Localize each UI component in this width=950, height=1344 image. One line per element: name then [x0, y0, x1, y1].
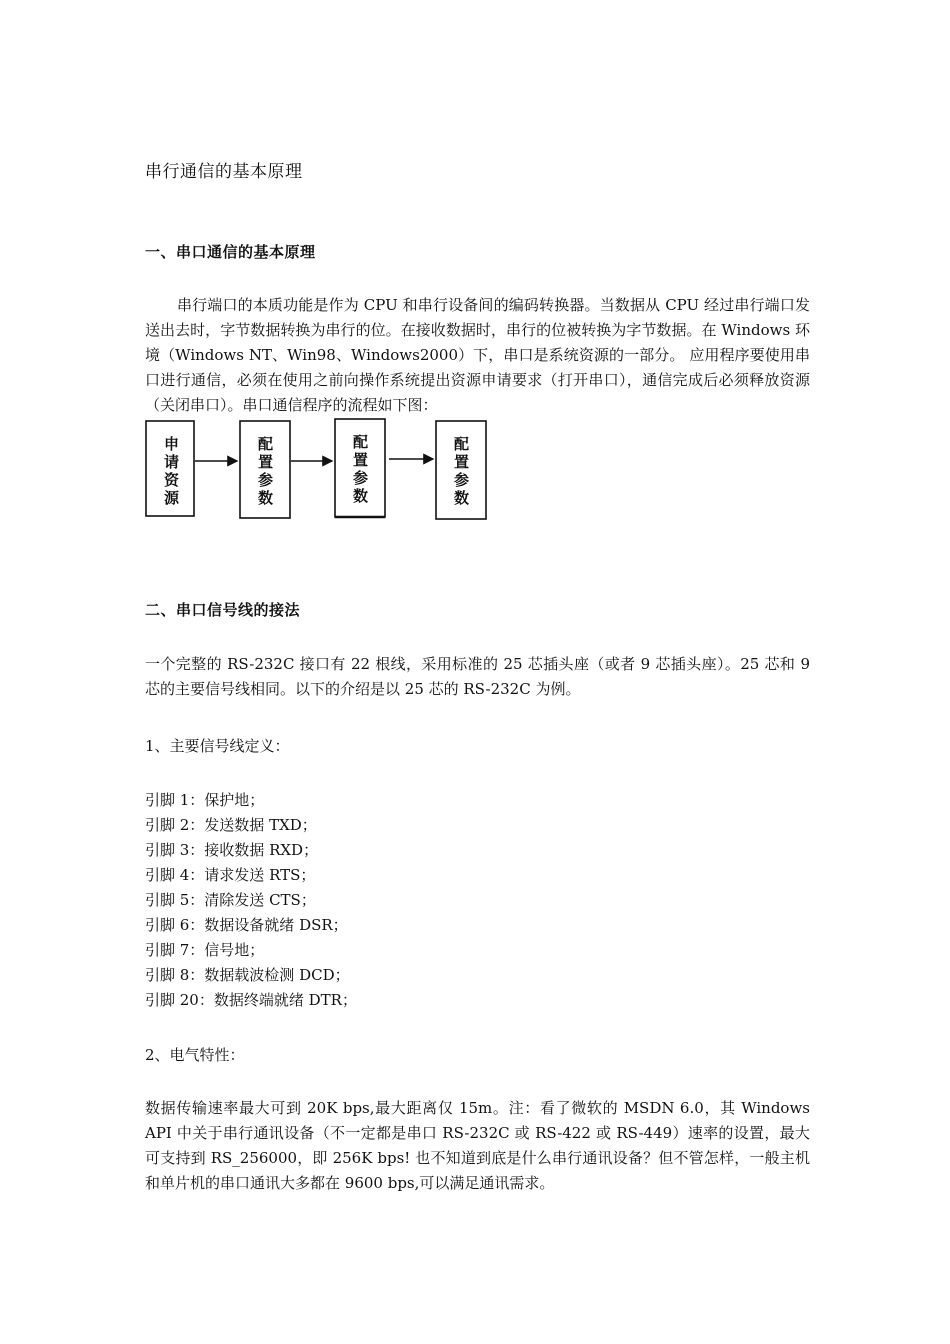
flow-box-1-char-1: 申 — [164, 435, 180, 453]
flowchart-diagram — [140, 415, 500, 530]
flow-box-4-char-2: 置 — [454, 453, 470, 471]
flow-box-1-char-4: 源 — [164, 489, 180, 507]
flow-box-2-char-1: 配 — [258, 435, 274, 453]
flow-box-3-char-4: 数 — [353, 487, 369, 505]
pin-item: 引脚 1：保护地； — [145, 791, 265, 809]
flow-box-3-char-1: 配 — [353, 433, 369, 451]
pin-item: 引脚 7：信号地； — [145, 941, 265, 959]
flow-box-config-1 — [240, 421, 290, 518]
flow-box-apply-resource — [146, 421, 194, 516]
section2-heading: 二、串口信号线的接法 — [145, 601, 301, 619]
section2-paragraph: 一个完整的 RS-232C 接口有 22 根线，采用标准的 25 芯插头座（或者 9 芯插头座）。25 芯和 9 芯的主要信号线相同。以下的介绍是以 25 芯的 RS-232C 为例。 — [145, 655, 810, 698]
section1-heading: 一、串口通信的基本原理 — [145, 243, 316, 261]
pin-item: 引脚 20：数据终端就绪 DTR； — [145, 991, 357, 1009]
flow-box-2-char-4: 数 — [258, 489, 274, 507]
flow-box-4-char-3: 参 — [454, 471, 470, 489]
electrical-paragraph: 数据传输速率最大可到 20K bps,最大距离仅 15m。注：看了微软的 MSDN 6.0，其 Windows API 中关于串行通讯设备（不一定都是串口 RS-232C 或 RS-422 或 RS-449）速率的设置，最大可支持到 RS_256000，即 256K bps! 也不知道到底是什么串行通讯设备？但不管怎样，一般主机和单片机的串口通讯大多都在 9600 bps,可以满足通讯需求。 — [145, 1099, 810, 1192]
flow-box-1-char-2: 请 — [164, 453, 180, 471]
flow-box-4-char-1: 配 — [454, 435, 470, 453]
flow-box-config-3 — [436, 421, 486, 519]
section1-paragraph: 串行端口的本质功能是作为 CPU 和串行设备间的编码转换器。当数据从 CPU 经过串行端口发送出去时，字节数据转换为串行的位。在接收数据时，串行的位被转换为字节数据。在 Windows 环境（Windows NT、Win98、Windows2000）下，串口是系统资源的一部分。 应用程序要使用串口进行通信，必须在使用之前向操作系统提出资源申请要求（打开串口），通信完成后必须释放资源（关闭串口）。串口通信程序的流程如下图： — [145, 296, 810, 414]
document-title: 串行通信的基本原理 — [145, 162, 303, 182]
pin-list — [145, 788, 357, 1013]
pin-item: 引脚 6：数据设备就绪 DSR； — [145, 916, 348, 934]
flow-box-2-char-3: 参 — [258, 471, 274, 489]
pin-item: 引脚 4：请求发送 RTS； — [145, 866, 316, 884]
pin-item: 引脚 2：发送数据 TXD； — [145, 816, 317, 834]
pin-item: 引脚 3：接收数据 RXD； — [145, 841, 319, 859]
signal-definition-subheading: 1、主要信号线定义： — [145, 737, 290, 755]
flow-box-4-char-4: 数 — [454, 489, 470, 507]
flow-box-config-2 — [335, 419, 385, 517]
electrical-subheading: 2、电气特性： — [145, 1046, 245, 1064]
pin-item: 引脚 5：清除发送 CTS； — [145, 891, 316, 909]
flow-box-2-char-2: 置 — [258, 453, 274, 471]
flow-box-3-char-3: 参 — [353, 469, 369, 487]
flow-box-1-char-3: 资 — [164, 471, 180, 489]
flow-box-3-char-2: 置 — [353, 451, 369, 469]
pin-item: 引脚 8：数据载波检测 DCD； — [145, 966, 350, 984]
